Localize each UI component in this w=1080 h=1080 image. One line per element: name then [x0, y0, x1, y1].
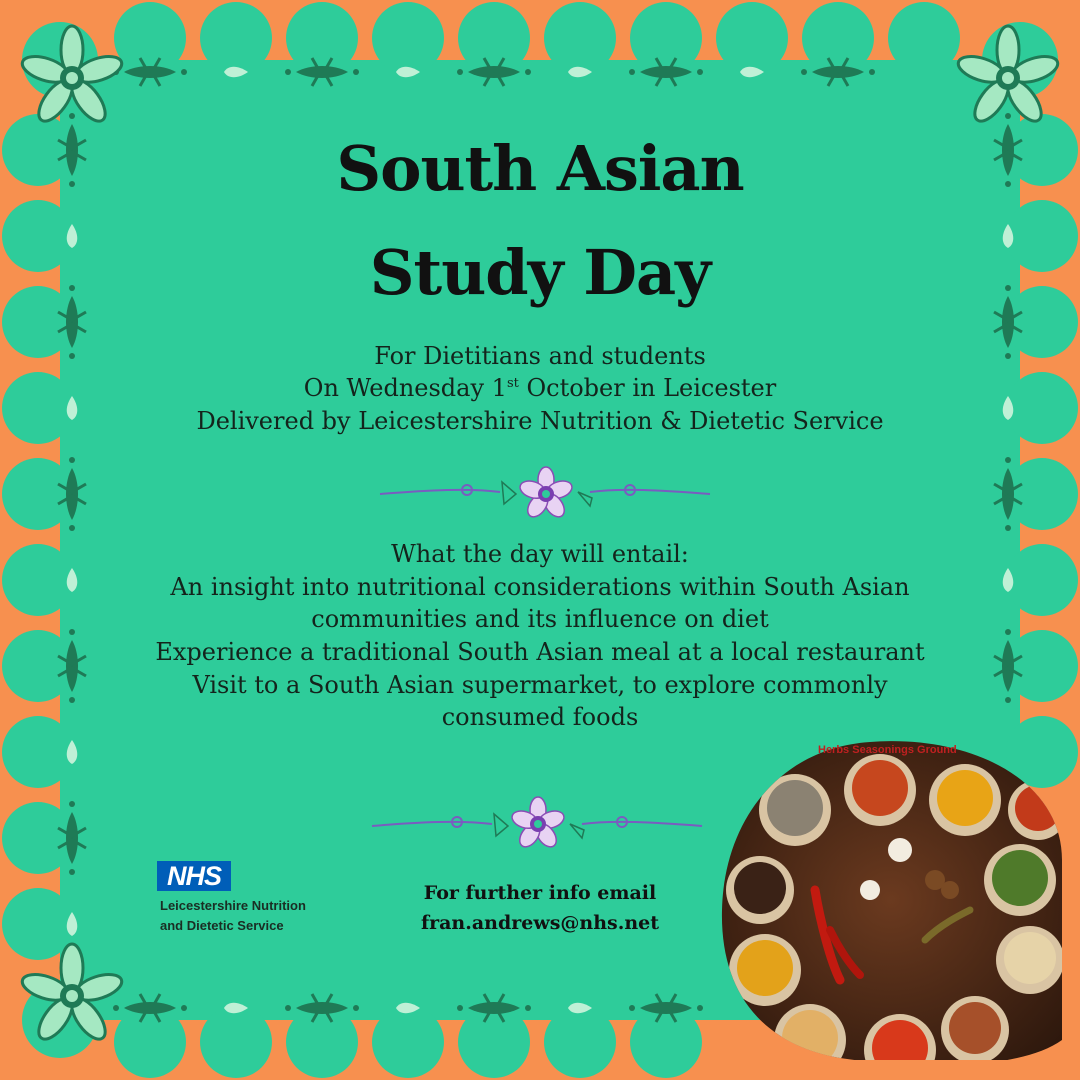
entail-heading: What the day will entail: [391, 540, 689, 568]
entail-line: An insight into nutritional considerations within South Asian [170, 572, 910, 601]
date-prefix: On Wednesday 1 [303, 374, 507, 403]
entail-line: communities and its influence on diet [311, 605, 769, 634]
date-text [100, 372, 980, 404]
photo-banner-text: Herbs Seasonings Ground [818, 744, 957, 756]
intro-block [100, 340, 980, 437]
contact-block [390, 878, 690, 938]
nhs-service-name [160, 896, 306, 936]
entail-line: Visit to a South Asian supermarket, to explore commonly [192, 670, 888, 699]
date-superscript: st [506, 376, 519, 392]
page-title-line-1: South Asian [336, 132, 744, 205]
page-title-line-2: Study Day [369, 236, 711, 309]
nhs-service-line-2: and Dietetic Service [160, 918, 284, 933]
nhs-service-line-1: Leicestershire Nutrition [160, 898, 306, 913]
audience-text: For Dietitians and students [374, 342, 706, 370]
date-suffix: October in Leicester [518, 374, 777, 403]
contact-label: For further info email [423, 882, 657, 904]
entail-block [100, 538, 980, 734]
nhs-logo: NHS [157, 861, 231, 891]
spice-photo [720, 740, 1062, 1060]
entail-line: consumed foods [441, 703, 639, 732]
delivered-by-text: Delivered by Leicestershire Nutrition & Dietetic Service [196, 406, 884, 435]
contact-email-link[interactable]: fran.andrews@nhs.net [420, 912, 660, 934]
entail-line: Experience a traditional South Asian meal at a local restaurant [155, 637, 925, 666]
